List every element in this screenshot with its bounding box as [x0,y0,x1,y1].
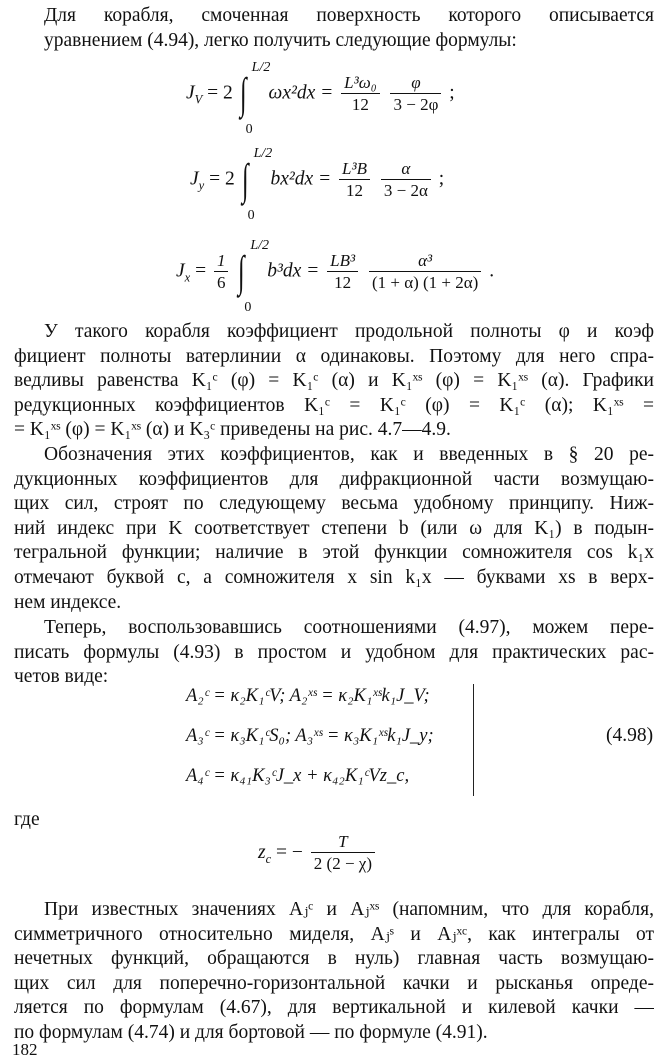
integral-lower-limit: 0 [247,208,255,223]
fraction-denominator: 6 [216,272,226,292]
paragraph-main-part [14,898,654,1046]
fraction-numerator: L³B [339,159,370,180]
formula-lhs-sub: y [198,178,205,193]
fraction [311,832,375,875]
equation-number: (4.98) [606,725,654,746]
text-line: нечетных функций, обращаются в нуль) главная часть возмущаю- [14,948,654,970]
text-line: Теперь, воспользовавшись соотношениями (4.97), можем пере- [44,617,654,638]
integral-lower-limit: 0 [245,122,253,137]
formula-lhs: J [186,82,195,104]
formula-jx [176,238,495,315]
fraction-denominator: (1 + α) (1 + 2α) [371,272,479,292]
formula-lhs-sub: V [194,92,203,107]
integral-sign: ∫ L/2 0 [236,240,262,304]
text-line: фициент полноты ватерлинии α одинаковы. Поэтому для него спра- [14,345,654,367]
fraction [381,159,431,202]
formula-integrand: bx²dx = [270,168,332,190]
integral-upper-limit: L/2 [250,238,270,253]
formula-coef: = 2 [209,168,235,190]
formula-integrand: ωx²dx = [268,82,334,104]
fraction-numerator: α³ [369,251,481,272]
text-line: уравнением (4.94), легко получить следующие формулы: [44,29,517,51]
text-line: редукционных коэффициентов K₁ᶜ = K₁ᶜ (φ) = K₁ᶜ (α); K₁ˣˢ = [14,394,654,416]
fraction-numerator: 1 [214,251,229,272]
system-row: A₃ᶜ = κ₃K₁ᶜS₀; A₃ˣˢ = κ₃K₁ˣˢk₁J_y; [186,726,434,746]
formula-eq: = [195,260,207,282]
text-line: четов виде: [14,666,109,688]
formula-coef: = 2 [207,82,233,104]
system-row: A₄ᶜ = κ₄₁K₃ᶜJ_x + κ₄₂K₁ᶜVz_c, [186,766,410,786]
system-row: A₂ᶜ = κ₂K₁ᶜV; A₂ˣˢ = κ₂K₁ˣˢk₁J_V; [186,686,430,706]
text-line: тегральной функции; наличие в этой функции сомножителя cos k₁x [14,542,654,564]
formula-end: ; [449,82,455,104]
text-line: = K₁ˣˢ (φ) = K₁ˣˢ (α) и K₃ᶜ приведены на рис. 4.7—4.9. [14,419,451,441]
fraction-numerator: T [311,832,375,853]
fraction-denominator: 2 (2 − χ) [313,854,372,873]
paragraph-notation [14,443,654,615]
fraction-denominator: 12 [346,180,364,200]
text-line: ляется по формулам (4.67), для вертикальной и килевой качки — [14,997,654,1019]
fraction-denominator: 3 − 2α [383,180,428,200]
fraction-numerator: LB³ [327,251,358,272]
text-line: по формулам (4.74) и для бортовой — по формуле (4.91). [14,1021,488,1043]
text-line: Для корабля, смоченная поверхность которого описывается [44,5,654,26]
integral-upper-limit: L/2 [251,60,271,75]
formula-lhs: z [258,841,266,863]
fraction-numerator: φ [390,73,441,94]
formula-lhs: J [176,260,185,282]
integral-lower-limit: 0 [244,300,252,315]
formula-lhs-sub: c [265,851,272,866]
text-line: У такого корабля коэффициент продольной полноты φ и коэф [44,321,654,342]
page-number: 182 [12,1040,38,1059]
formula-zc [258,832,378,875]
where-label: где [14,809,40,830]
text-line: дукционных коэффициентов для дифракционной части возмущаю- [14,468,654,490]
formula-integrand: b³dx = [267,260,320,282]
fraction [339,159,370,202]
formula-lhs: J [190,168,199,190]
text-line: щих сил, строят по следующему весьма удобному принципу. Ниж- [14,493,654,515]
formula-jv [186,60,455,137]
fraction-numerator: L³ω₀ [341,73,379,94]
equation-system [186,680,656,805]
formula-lhs-sub: x [184,270,191,285]
formula-end: . [489,260,495,282]
fraction-denominator: 3 − 2φ [393,94,439,114]
paragraph-coefficients [14,320,654,443]
fraction [369,251,481,294]
text-line: симметричного относительно миделя, Aⱼˢ и Aⱼˣᶜ, как интегралы от [14,923,654,945]
formula-end: ; [438,168,445,190]
formula-jy [190,146,445,223]
fraction-denominator: 12 [334,272,352,292]
text-line: Обозначения этих коэффициентов, как и введенных в § 20 ре- [44,444,654,465]
fraction [390,73,441,116]
intro-paragraph [14,4,654,53]
text-line: ведливы равенства K₁ᶜ (φ) = K₁ᶜ (α) и K₁ˣˢ (φ) = K₁ˣˢ (α). Графики [14,370,654,392]
fraction-numerator: α [381,159,431,180]
text-line: писать формулы (4.93) в простом и удобном для практических рас- [14,641,654,663]
fraction-denominator: 12 [351,94,369,114]
integral-sign: ∫ L/2 0 [240,148,266,212]
paragraph-rewrite [14,616,654,690]
text-line: отмечают буквой c, а сомножителя x sin k₁x — буквами xs в верх- [14,566,654,588]
fraction [327,251,358,294]
fraction [214,251,229,294]
integral-upper-limit: L/2 [253,146,273,161]
integral-sign: ∫ L/2 0 [238,62,264,126]
fraction [341,73,379,116]
text-line: ний индекс при K соответствует степени b (или ω для K₁) в подын- [14,517,654,539]
text-line: При известных значениях Aⱼᶜ и Aⱼˣˢ (напомним, что для корабля, [44,899,654,920]
system-brace [473,684,474,796]
formula-eq: = − [276,841,303,863]
text-line: нем индексе. [14,591,122,613]
text-line: щих сил для поперечно-горизонтальной качки и рысканья опреде- [14,972,654,994]
